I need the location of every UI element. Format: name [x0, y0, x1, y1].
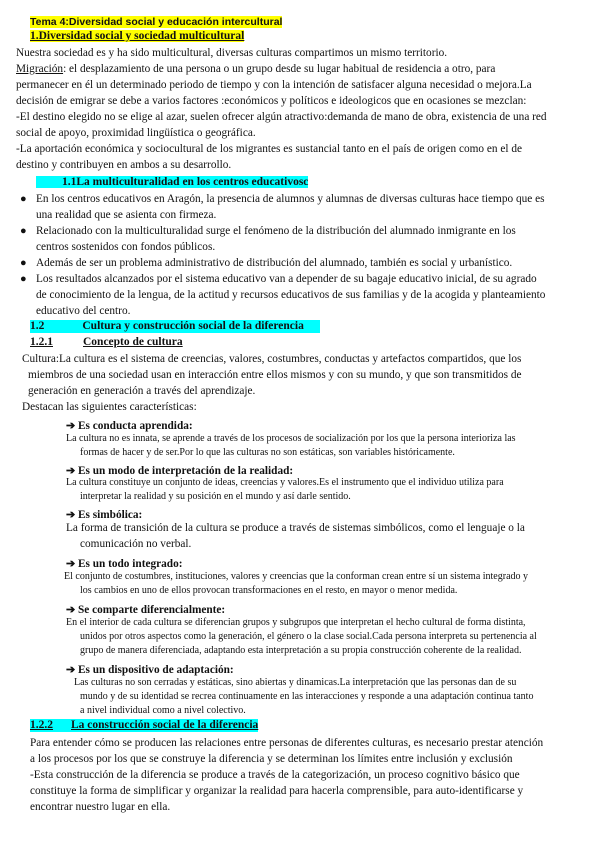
arrow-right-icon: ➔ — [66, 465, 78, 477]
feature-label: Es un dispositivo de adaptación: — [77, 664, 234, 676]
feature-label: Es un todo integrado: — [77, 558, 183, 570]
feature-text: grupo de manera diferenciada, adaptando esta interpretación a su propia construcción coherente de la realidad. — [80, 645, 522, 656]
feature-text: a nivel individual como a nivel colectivo. — [80, 705, 246, 716]
feature-text: Las culturas no son cerradas y estáticas, sino abiertas y dinamicas.La interpretación que las personas dan de su — [74, 677, 517, 688]
section-1-2-highlight — [30, 320, 320, 333]
paragraph-line: Destacan las siguientes características: — [22, 401, 197, 413]
section-1-2-heading-text: Cultura y construcción social de la diferencia — [82, 320, 304, 332]
paragraph-line: miembros de una sociedad usan en interacción entre ellos mismos y con su mundo, y que son transmitidos de — [28, 369, 522, 381]
title-text: Tema 4:Diversidad social y educación intercultural — [30, 16, 283, 28]
migracion-term: Migración — [16, 63, 64, 75]
document-title — [30, 16, 282, 28]
feature-label: Es un modo de interpretación de la realidad: — [77, 465, 294, 477]
list-item: En los centros educativos en Aragón, la presencia de alumnos y alumnas de diversas culturas hace tiempo que es — [36, 193, 545, 205]
arrow-right-icon: ➔ — [66, 604, 78, 616]
section-1-heading — [30, 30, 244, 43]
section-1-1-heading — [36, 176, 308, 189]
section-1-2-1-heading-text: Concepto de cultura — [83, 336, 183, 348]
section-1-2-2-heading-text: La construcción social de la diferencia — [71, 719, 259, 731]
feature-text: los cambios en uno de ellos provocan transformaciones en el resto, en mayor o menor medida. — [80, 585, 458, 596]
feature-label: Se comparte diferencialmente: — [77, 604, 226, 616]
feature-text: La cultura constituye un conjunto de ideas, creencias y valores.Es el instrumento que el individuo utiliza para — [66, 477, 504, 488]
feature-label: Es simbólica: — [77, 509, 143, 521]
arrow-right-icon: ➔ — [66, 420, 78, 432]
list-item: centros sostenidos con fondos públicos. — [36, 241, 216, 253]
section-1-2-2-number: 1.2.2 — [30, 719, 53, 731]
paragraph-line: generación en generación a través del aprendizaje. — [28, 385, 256, 397]
feature-text: formas de hacer y de ser.Por lo que las culturas no son estáticas, son variables históricamente. — [80, 447, 455, 458]
paragraph-line: -El destino elegido no se elige al azar, suelen ofrecer algún atractivo:demanda de mano de obra, existencia de una red — [16, 111, 547, 123]
section-1-2-1-number: 1.2.1 — [30, 336, 53, 348]
feature-text: La forma de transición de la cultura se produce a través de sistemas simbólicos, como el lenguaje o la — [66, 522, 525, 534]
list-item: educativo del centro. — [36, 305, 131, 317]
section-1-2-1-heading — [30, 336, 183, 349]
section-1-heading-text: 1.Diversidad social y sociedad multicultural — [30, 30, 245, 42]
list-item: Además de ser un problema administrativo de distribución del alumnado, también es social y urbanístico. — [36, 257, 513, 269]
feature-heading — [66, 416, 193, 434]
list-item: Relacionado con la multiculturalidad surge el fenómeno de la distribución del alumnado inmigrante en los — [36, 225, 516, 237]
paragraph-line: Para entender cómo se producen las relaciones entre personas de diferentes culturas, es necesario prestar atención — [30, 737, 544, 749]
paragraph-line: social de apoyo, proximidad lingüística o geográfica. — [16, 127, 256, 139]
bullet-icon: ● — [20, 193, 27, 205]
feature-text: En el interior de cada cultura se diferencian grupos y subgrupos que interpretan el hecho cultural de forma distinta, — [66, 617, 526, 628]
paragraph-line: -La aportación económica y sociocultural de los migrantes es sustancial tanto en el país de origen como en el de — [16, 143, 522, 155]
feature-text: El conjunto de costumbres, instituciones, valores y creencias que la conforman crean entre sí un sistema integrado y — [64, 571, 529, 582]
bullet-icon: ● — [20, 225, 27, 237]
paragraph-line: a los procesos por los que se construye la diferencia y se determinan los límites entre inclusión y exclusión — [30, 753, 513, 765]
paragraph-line: encontrar nuestro lugar en ella. — [30, 801, 171, 813]
bullet-icon: ● — [20, 273, 27, 285]
arrow-right-icon: ➔ — [66, 509, 78, 521]
migracion-definition: : el desplazamiento de una persona o un grupo desde su lugar habitual de residencia a otro, para — [63, 63, 496, 75]
feature-heading — [66, 660, 234, 678]
paragraph-line: constituye la forma de simplificar y organizar la realidad para hacerla comprensible, para auto-identificarse y — [30, 785, 524, 797]
feature-heading — [66, 600, 225, 618]
feature-heading — [66, 505, 142, 523]
paragraph-line: -Esta construcción de la diferencia se produce a través de la categorización, un proceso cognitivo básico que — [30, 769, 520, 781]
feature-text: La cultura no es innata, se aprende a través de los procesos de socialización por los que la persona interioriza las — [66, 433, 516, 444]
feature-heading — [66, 554, 182, 572]
paragraph-line: permanecer en él un determinado periodo de tiempo y con la intención de satisfacer alguna necesidad o mejora.La — [16, 79, 532, 91]
feature-label: Es conducta aprendida: — [77, 420, 193, 432]
arrow-right-icon: ➔ — [66, 664, 78, 676]
feature-text: comunicación no verbal. — [80, 538, 192, 550]
section-1-2-number: 1.2 — [30, 320, 45, 332]
feature-text: interpretar la realidad y su posición en el mundo y así darle sentido. — [80, 491, 351, 502]
section-1-2-2-heading — [30, 719, 258, 732]
section-1-1-heading-text: 1.1La multiculturalidad en los centros educativosc — [36, 176, 308, 188]
paragraph-line: decisión de emigrar se debe a varios factores :económicos y políticos e ideologicos que en ocasiones se mezclan: — [16, 95, 527, 107]
paragraph-line: Nuestra sociedad es y ha sido multicultural, diversas culturas compartimos un mismo territorio. — [16, 47, 448, 59]
bullet-icon: ● — [20, 257, 27, 269]
paragraph-line: Cultura:La cultura es el sistema de creencias, valores, costumbres, conductas y artefactos compartidos, que los — [22, 353, 522, 365]
section-1-2-2-highlight — [30, 719, 258, 732]
list-item: una realidad que se asienta con firmeza. — [36, 209, 217, 221]
arrow-right-icon: ➔ — [66, 558, 78, 570]
list-item: de conocimiento de la lengua, de la actitud y recursos educativos de sus familias y de la acogida y planteamiento — [36, 289, 546, 301]
list-item: Los resultados alcanzados por el sistema educativo van a depender de su bagaje educativo inicial, de su agrado — [36, 273, 537, 285]
paragraph-line — [16, 63, 495, 76]
feature-text: unidos por otros aspectos como la generación, el género o la clase social.Cada persona interpreta su pertenencia al — [80, 631, 537, 642]
feature-text: mundo y de su identidad se recrea continuamente en las interacciones y responde a una adaptación continua tanto — [80, 691, 534, 702]
section-1-2-1-underline — [30, 336, 183, 348]
section-1-2-heading — [30, 320, 320, 333]
paragraph-line: destino y contribuyen en ambos a su desarrollo. — [16, 159, 232, 171]
